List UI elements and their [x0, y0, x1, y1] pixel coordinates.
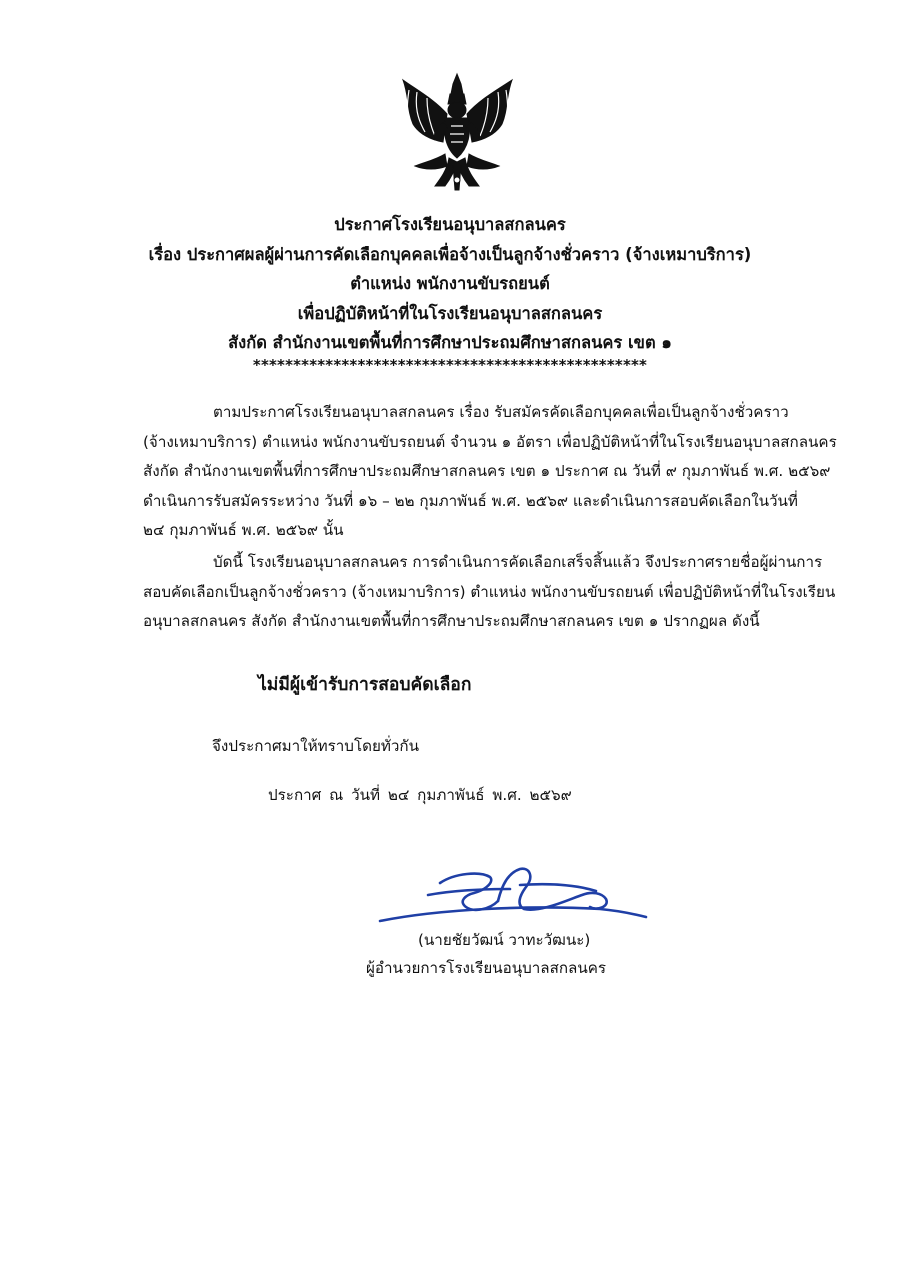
paragraph-line: อนุบาลสกลนคร สังกัด สำนักงานเขตพื้นที่การศึกษาประถมศึกษาสกลนคร เขต ๑ ปรากฏผล ดังนี้	[143, 612, 760, 631]
result-statement: ไม่มีผู้เข้ารับการสอบคัดเลือก	[258, 675, 472, 695]
header-subject: เรื่อง ประกาศผลผู้ผ่านการคัดเลือกบุคคลเพื่อจ้างเป็นลูกจ้างชั่วคราว (จ้างเหมาบริการ)	[148, 244, 752, 264]
paragraph-line: ตามประกาศโรงเรียนอนุบาลสกลนคร เรื่อง รับสมัครคัดเลือกบุคคลเพื่อเป็นลูกจ้างชั่วคราว	[213, 403, 789, 421]
paragraph-line: บัดนี้ โรงเรียนอนุบาลสกลนคร การดำเนินการคัดเลือกเสร็จสิ้นแล้ว จึงประกาศรายชื่อผู้ผ่านการ	[213, 553, 823, 571]
garuda-emblem-icon	[395, 70, 520, 195]
notice-statement: จึงประกาศมาให้ทราบโดยทั่วกัน	[212, 737, 419, 755]
signer-title: ผู้อำนวยการโรงเรียนอนุบาลสกลนคร	[366, 959, 607, 977]
announcement-header	[0, 210, 900, 375]
paragraph-line: ดำเนินการรับสมัครระหว่าง วันที่ ๑๖ – ๒๒ กุมภาพันธ์ พ.ศ. ๒๕๖๙ และดำเนินการสอบคัดเลือกในวันที่	[143, 491, 798, 510]
handwritten-signature	[370, 855, 655, 935]
paragraph-announcement	[143, 548, 843, 637]
header-title: ประกาศโรงเรียนอนุบาลสกลนคร	[334, 215, 566, 234]
header-position: ตำแหน่ง พนักงานขับรถยนต์	[350, 274, 550, 293]
paragraph-line: สังกัด สำนักงานเขตพื้นที่การศึกษาประถมศึกษาสกลนคร เขต ๑ ประกาศ ณ วันที่ ๙ กุมภาพันธ์ พ.ศ. ๒๕๖๙	[143, 462, 831, 481]
paragraph-line: (จ้างเหมาบริการ) ตำแหน่ง พนักงานขับรถยนต์ จำนวน ๑ อัตรา เพื่อปฏิบัติหน้าที่ในโรงเรียนอนุบาลสกลนคร	[143, 432, 837, 451]
paragraph-line: สอบคัดเลือกเป็นลูกจ้างชั่วคราว (จ้างเหมาบริการ) ตำแหน่ง พนักงานขับรถยนต์ เพื่อปฏิบัติหน้าที่ในโรงเรียน	[143, 582, 836, 601]
header-separator: *************************************************	[252, 355, 648, 374]
header-affiliation: สังกัด สำนักงานเขตพื้นที่การศึกษาประถมศึกษาสกลนคร เขต ๑	[228, 333, 672, 352]
announcement-date: ประกาศ ณ วันที่ ๒๔ กุมภาพันธ์ พ.ศ. ๒๕๖๙	[268, 786, 572, 804]
header-duty: เพื่อปฏิบัติหน้าที่ในโรงเรียนอนุบาลสกลนคร	[297, 303, 603, 323]
paragraph-line: ๒๔ กุมภาพันธ์ พ.ศ. ๒๕๖๙ นั้น	[143, 521, 344, 540]
paragraph-background	[143, 398, 843, 546]
signer-name: (นายชัยวัฒน์ วาทะวัฒนะ)	[418, 931, 591, 949]
